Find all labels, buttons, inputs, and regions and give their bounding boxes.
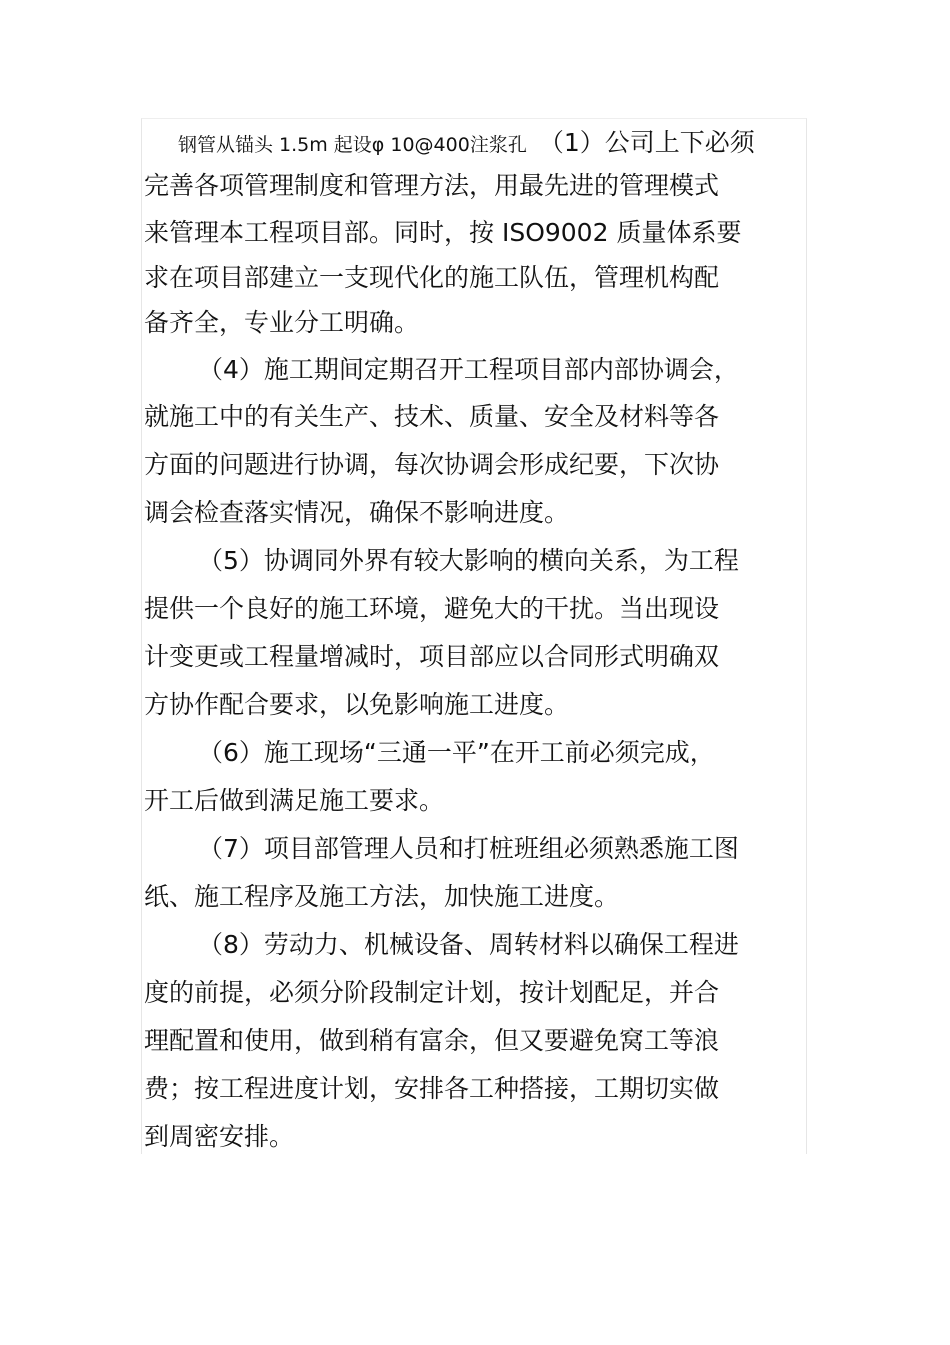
text-line: 纸、施工程序及施工方法，加快施工进度。 bbox=[144, 882, 620, 911]
text-line: 调会检查落实情况，确保不影响进度。 bbox=[144, 498, 570, 527]
text-line: 备齐全，专业分工明确。 bbox=[144, 308, 420, 337]
text-line: 方协作配合要求，以免影响施工进度。 bbox=[144, 690, 570, 719]
lead-line bbox=[178, 128, 755, 160]
text-line: 方面的问题进行协调，每次协调会形成纪要，下次协 bbox=[144, 450, 720, 479]
text-line: 就施工中的有关生产、技术、质量、安全及材料等各 bbox=[144, 402, 720, 431]
text-line: 费；按工程进度计划，安排各工种搭接，工期切实做 bbox=[144, 1074, 720, 1103]
paragraph-start: （5）协调同外界有较大影响的横向关系，为工程 bbox=[198, 546, 739, 575]
text-line: 到周密安排。 bbox=[144, 1122, 295, 1151]
paragraph-start: （6）施工现场“三通一平”在开工前必须完成， bbox=[198, 738, 715, 767]
text-line: 理配置和使用，做到稍有富余，但又要避免窝工等浪 bbox=[144, 1026, 720, 1055]
inline-note: 钢管从锚头 1.5m 起设φ 10@400注浆孔 bbox=[178, 134, 527, 156]
text-line: 求在项目部建立一支现代化的施工队伍，管理机构配 bbox=[144, 263, 720, 292]
text-line: 来管理本工程项目部。同时，按 ISO9002 质量体系要 bbox=[144, 218, 742, 247]
paragraph-start: （7）项目部管理人员和打桩班组必须熟悉施工图 bbox=[198, 834, 739, 863]
text-line: 度的前提，必须分阶段制定计划，按计划配足，并合 bbox=[144, 978, 720, 1007]
paragraph-start: （8）劳动力、机械设备、周转材料以确保工程进 bbox=[198, 930, 739, 959]
lead-text: （1）公司上下必须 bbox=[538, 128, 755, 157]
text-line: 计变更或工程量增减时，项目部应以合同形式明确双 bbox=[144, 642, 720, 671]
text-line: 提供一个良好的施工环境，避免大的干扰。当出现设 bbox=[144, 594, 720, 623]
text-line: 开工后做到满足施工要求。 bbox=[144, 786, 445, 815]
text-line: 完善各项管理制度和管理方法，用最先进的管理模式 bbox=[144, 171, 720, 200]
paragraph-start: （4）施工期间定期召开工程项目部内部协调会， bbox=[198, 355, 739, 384]
